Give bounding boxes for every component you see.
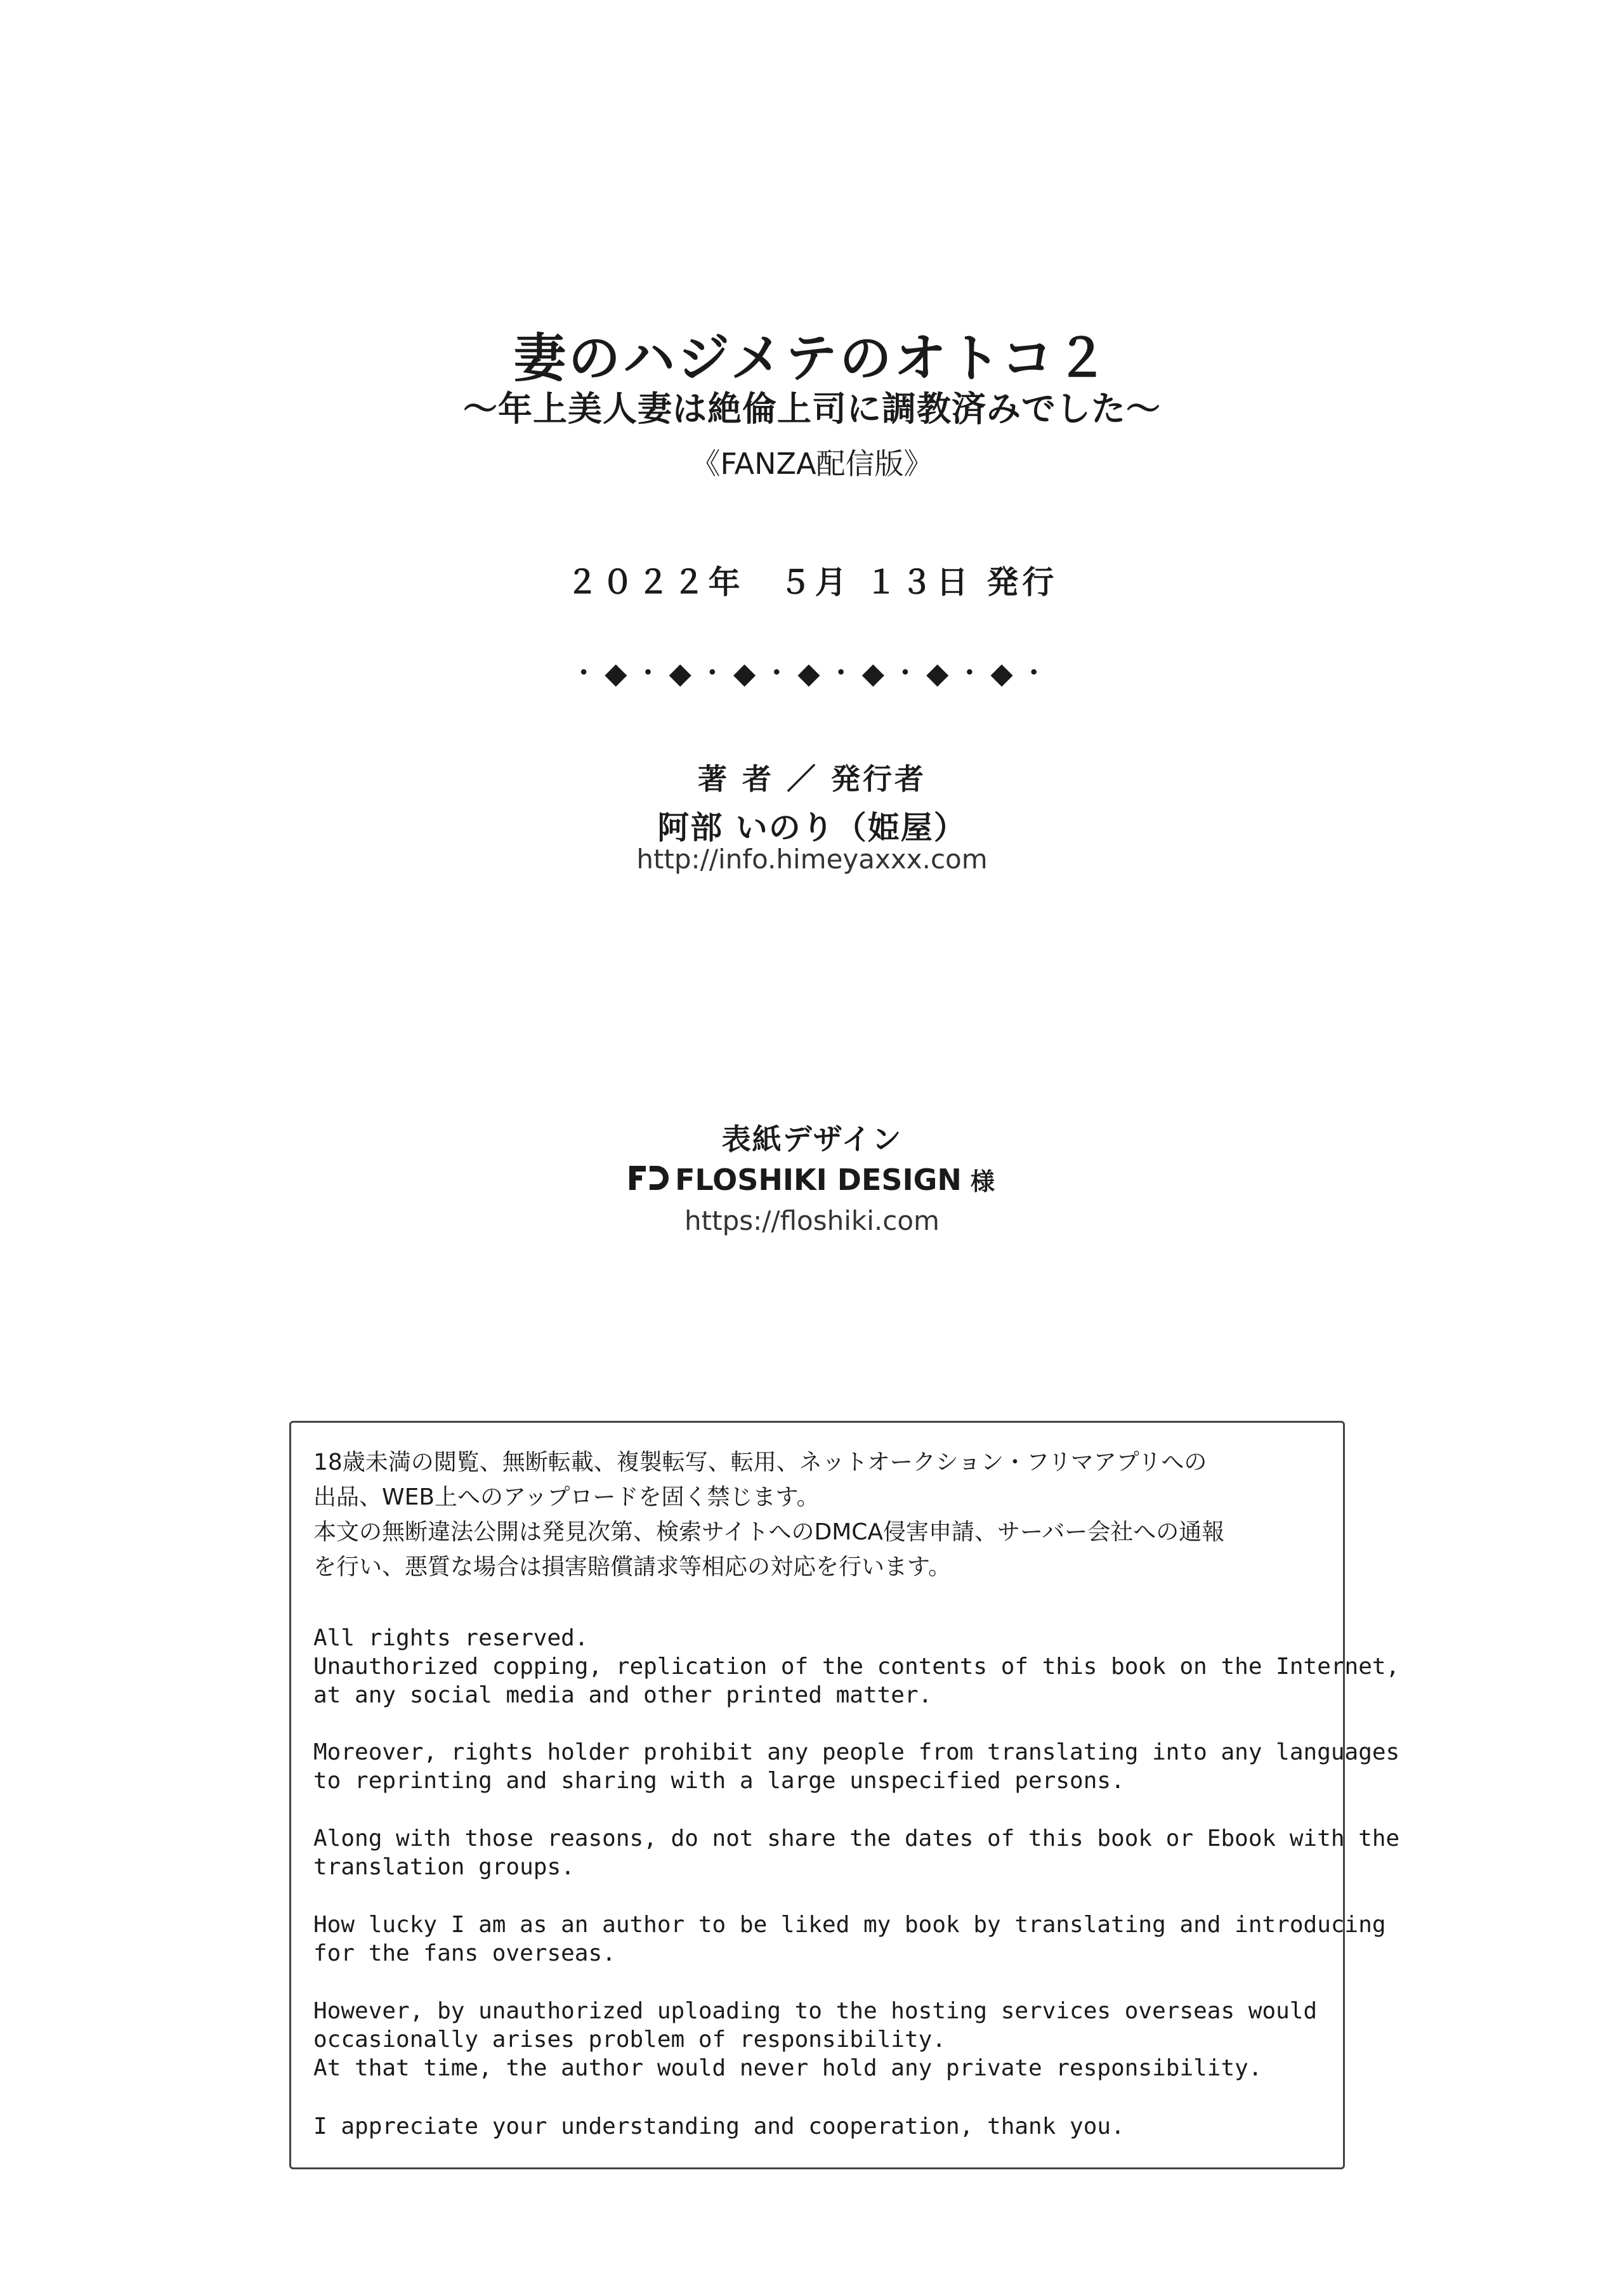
publish-date: ２０２２年 ５月 １３日 発行 [566,563,1058,601]
author-role-label: 著 者 ／ 発行者 [697,762,927,796]
notice-jp-line: 出品、WEB上へのアップロードを固く禁じます。 [313,1484,820,1510]
cover-designer-url-link[interactable]: https://floshiki.com [684,1205,940,1236]
cover-designer [0,1162,1624,1199]
notice-en-paragraph: How lucky I am as an author to be liked my book by translating and introducing for the fans overseas. [313,1912,1386,1966]
notice-jp-line: 本文の無断違法公開は発見次第、検索サイトへのDMCA侵害申請、サーバー会社への通報 [313,1519,1225,1545]
book-subtitle: ～年上美人妻は絶倫上司に調教済みでした～ [463,388,1161,429]
book-title: 妻のハジメテのオトコ２ [513,328,1111,389]
notice-en-paragraph: Along with those reasons, do not share the dates of this book or Ebook with the translation groups. [313,1826,1400,1880]
edition-label: 《FANZA配信版》 [691,447,933,481]
notice-en-paragraph: All rights reserved. Unauthorized copping, replication of the contents of this book on the Internet, at any social media and other printed matter. [313,1625,1400,1708]
fd-logo-icon [629,1163,669,1197]
cover-designer-name: FLOSHIKI DESIGN [675,1163,962,1197]
ornament-divider: ・◆・◆・◆・◆・◆・◆・◆・ [569,656,1055,690]
author-name: 阿部 いのり（姫屋） [657,809,967,846]
notice-en-paragraph: However, by unauthorized uploading to the hosting services overseas would occasionally arises problem of responsibility. At that time, the author would never hold any private responsibility. [313,1998,1318,2081]
author-url-link[interactable]: http://info.himeyaxxx.com [636,844,988,875]
notice-en-paragraph: Moreover, rights holder prohibit any people from translating into any languages to reprinting and sharing with a large unspecified persons. [313,1739,1400,1794]
cover-design-role-label: 表紙デザイン [721,1122,903,1156]
notice-en-paragraph: I appreciate your understanding and cooperation, thank you. [313,2113,1125,2139]
notice-jp-line: を行い、悪質な場合は損害賠償請求等相応の対応を行います。 [313,1554,952,1580]
copyright-notice-box [289,1421,1345,1628]
notice-jp-line: 18歳未満の閲覧、無断転載、複製転写、転用、ネットオークション・フリマアプリへの [313,1449,1207,1475]
honorific-label: 様 [970,1168,995,1196]
